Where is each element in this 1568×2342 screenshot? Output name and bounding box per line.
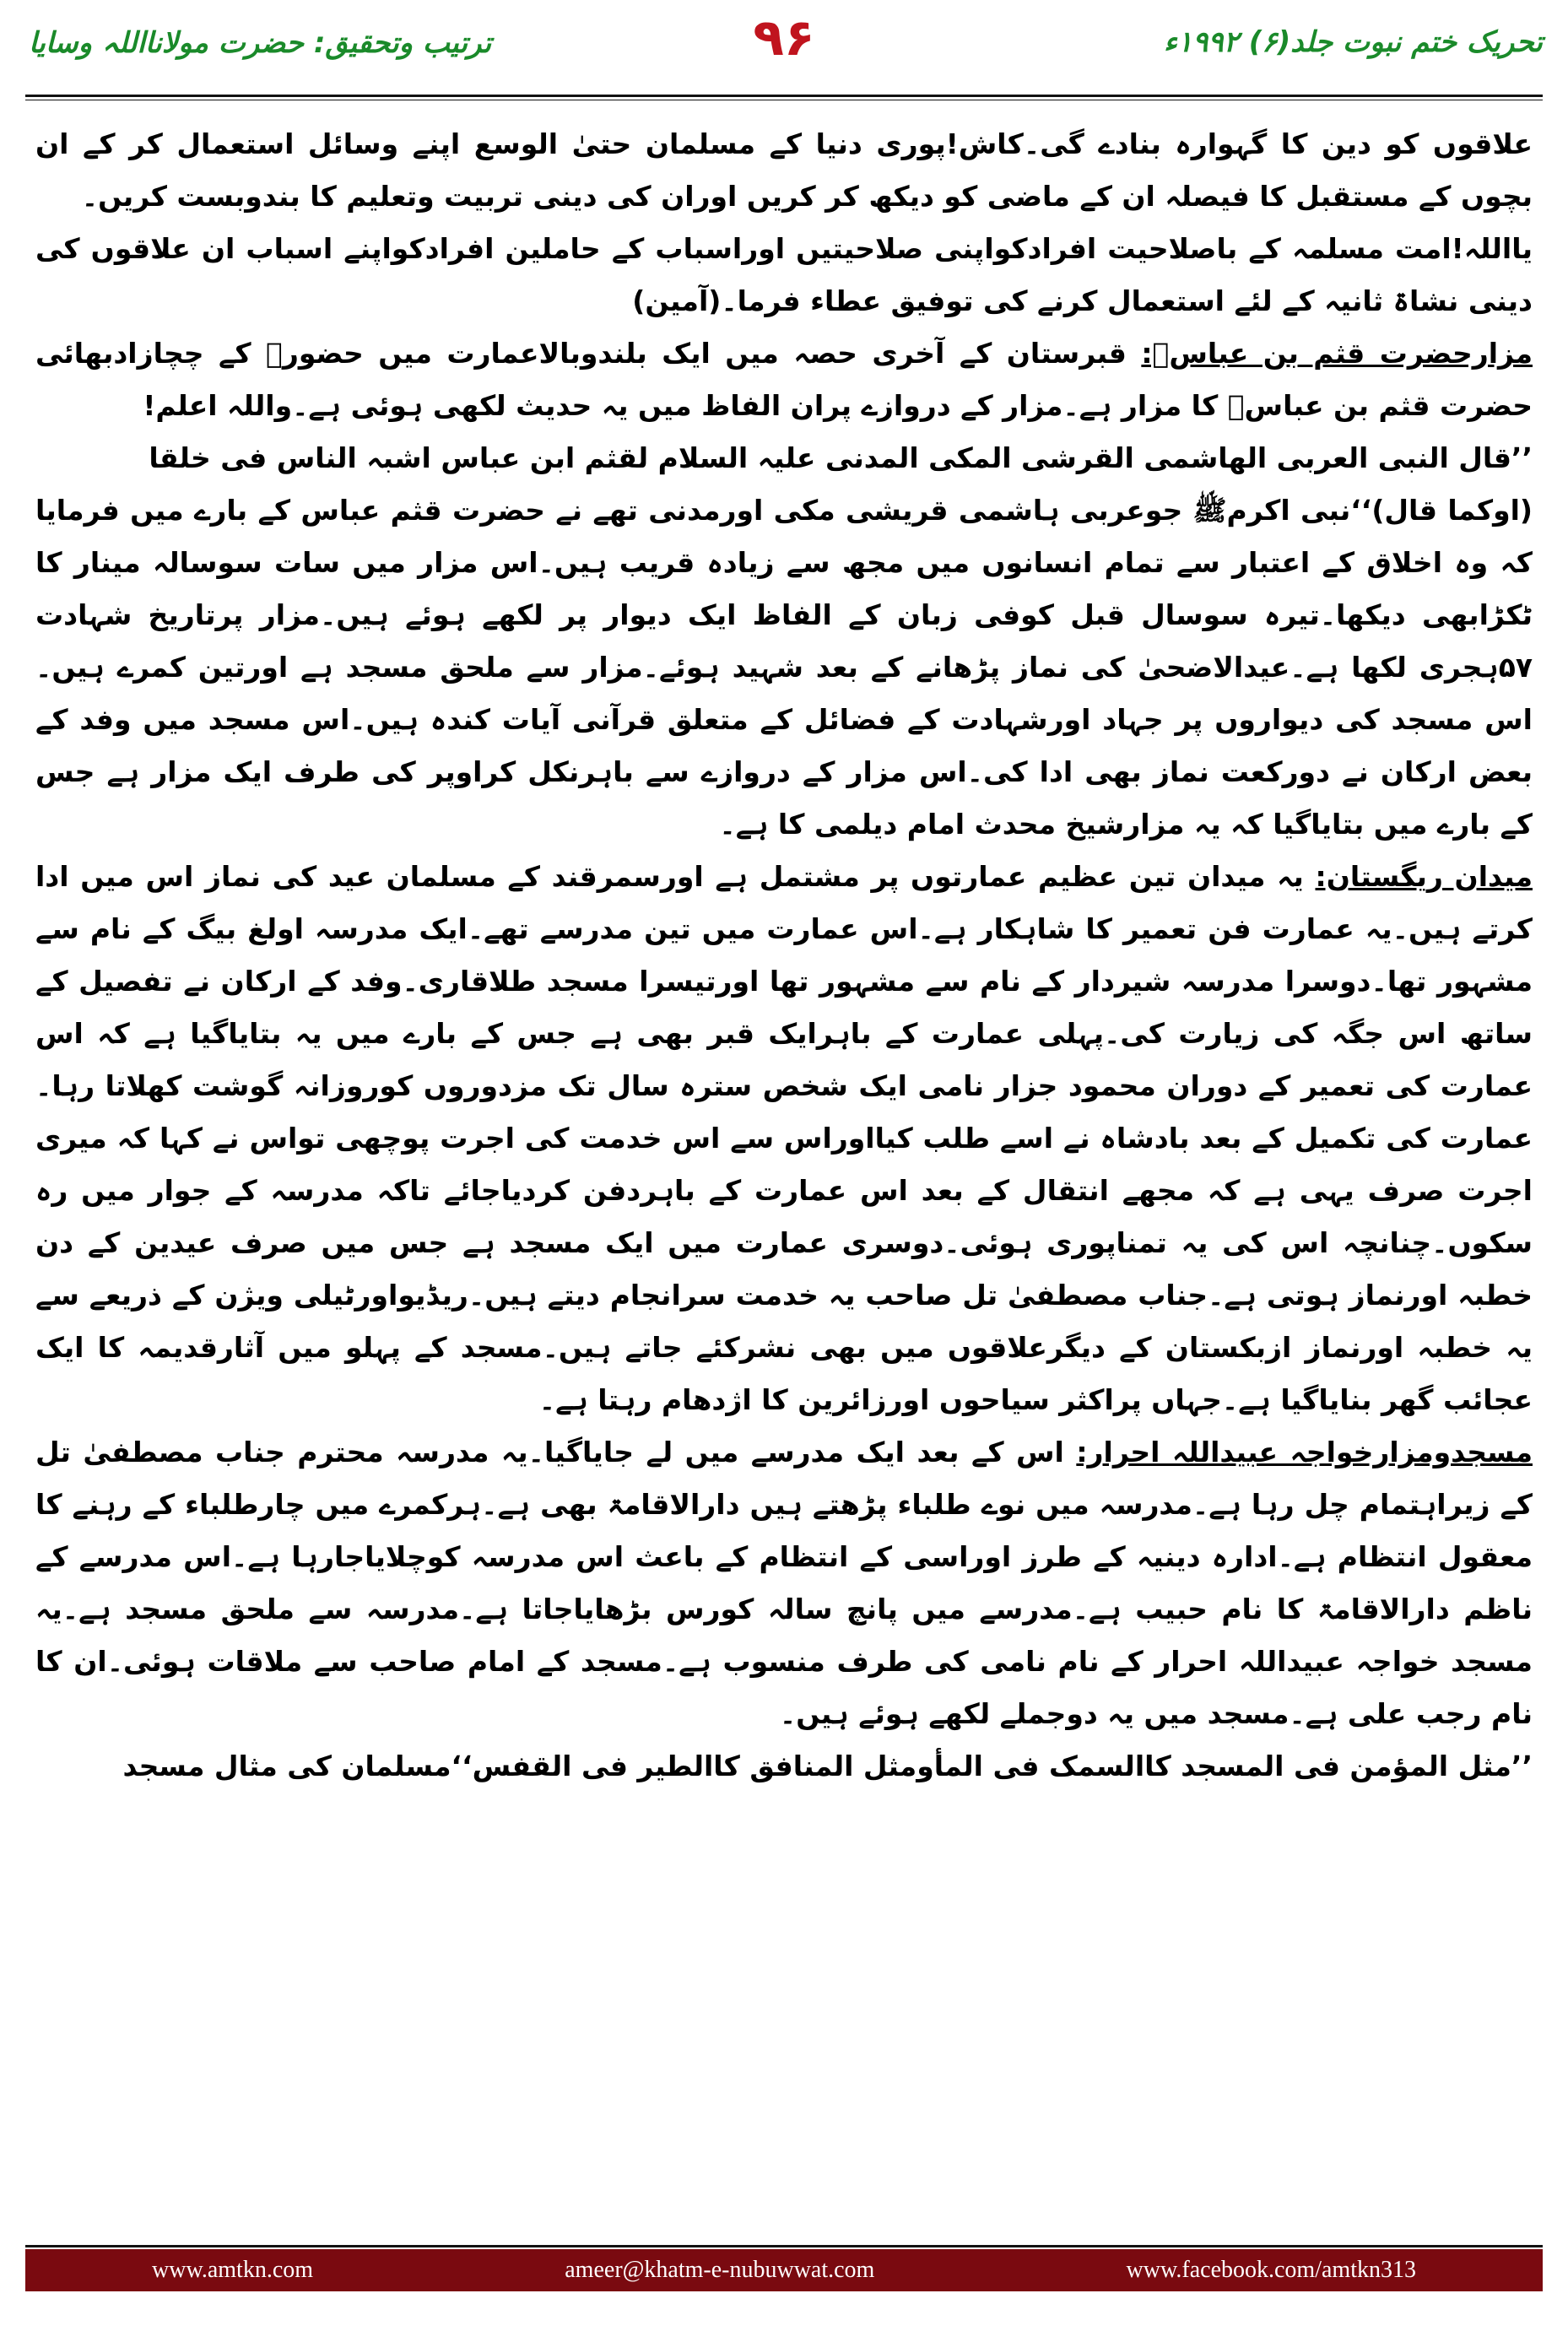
paragraph-qutham-text: قبرستان کے آخری حصہ میں ایک بلندوبالاعمارت میں حضورﷺ کے چچازادبھائی حضرت قثم بن عباسؓ کا مزار ہے۔مزار کے دروازے پران الفاظ میں یہ حدیث لکھی ہوئی ہے۔واللہ اعلم!: [35, 337, 1533, 422]
paragraph-ahrar-text: اس کے بعد ایک مدرسے میں لے جایاگیا۔یہ مدرسہ محترم جناب مصطفیٰ تل کے زیراہتمام چل رہا ہے۔مدرسہ میں نوے طلباء پڑھتے ہیں دارالاقامۃ بھی ہے۔ہرکمرے میں چارطلباء کے رہنے کا معقول انتظام ہے۔ادارہ دینیہ کے طرز اوراسی کے انتظام کے باعث اس مدرسہ کوچلایاجارہا ہے۔اس مدرسے کے ناظم دارالاقامۃ کا نام حبیب ہے۔مدرسے میں پانچ سالہ کورس بڑھایاجاتا ہے۔مدرسہ سے ملحق مسجد ہے۔یہ مسجد خواجہ عبیداللہ احرار کے نام نامی کی طرف منسوب ہے۔مسجد کے امام صاحب سے ملاقات ہوئی۔ان کا نام رجب علی ہے۔مسجد میں یہ دوجملے لکھے ہوئے ہیں۔: [35, 1436, 1533, 1730]
page-body: [35, 118, 1533, 2228]
footer-website-link[interactable]: www.amtkn.com: [152, 2257, 314, 2283]
header-divider: [25, 95, 1543, 97]
section-heading-ahrar-mosque: مسجدومزارخواجہ عبیداللہ احرار:: [1076, 1436, 1533, 1468]
footer-email-link[interactable]: ameer@khatm-e-nubuwwat.com: [565, 2257, 875, 2283]
footer-facebook-link[interactable]: www.facebook.com/amtkn313: [1126, 2257, 1416, 2283]
page-number: ۹۶: [753, 8, 815, 68]
paragraph-qutham-details: (اوکما قال)‘‘نبی اکرمﷺ جوعربی ہاشمی قریشی مکی اورمدنی تھے نے حضرت قثم عباس کے بارے میں فرمایا کہ وہ اخلاق کے اعتبار سے تمام انسانوں میں مجھ سے زیادہ قریب ہیں۔اس مزار میں سات سوسالہ مینار کا ٹکڑابھی دیکھا۔تیرہ سوسال قبل کوفی زبان کے الفاظ ایک دیوار پر لکھے ہوئے ہیں۔مزار پرتاریخ شہادت ۵۷ہجری لکھا ہے۔عیدالاضحیٰ کی نماز پڑھانے کے بعد شہید ہوئے۔مزار سے ملحق مسجد ہے اورتین کمرے ہیں۔اس مسجد کی دیواروں پر جہاد اورشہادت کے فضائل کے متعلق قرآنی آیات کندہ ہیں۔اس مسجد میں وفد کے بعض ارکان نے دورکعت نماز بھی ادا کی۔اس مزار کے دروازے سے باہرنکل کراوپر کی طرف ایک مزار ہے جس کے بارے میں بتایاگیا کہ یہ مزارشیخ محدث امام دیلمی کا ہے۔: [35, 494, 1533, 841]
paragraph-prayer: یااللہ!امت مسلمہ کے باصلاحیت افرادکواپنی صلاحیتیں اوراسباب کے حاملین افرادکواپنے اسباب ان علاقوں کی دینی نشاۃ ثانیہ کے لئے استعمال کرنے کی توفیق عطاء فرما۔(آمین): [35, 232, 1533, 317]
footer-bar: [25, 2249, 1543, 2291]
section-heading-registan: میدان ریگستان:: [1315, 860, 1533, 893]
running-header-compiler: ترتیب وتحقیق: حضرت مولانااللہ وسایا: [29, 26, 492, 60]
paragraph-ahrar: [35, 1426, 1533, 1740]
footer-divider: [25, 2245, 1543, 2247]
section-heading-qutham-shrine: مزارحضرت قثم بن عباسؓ:: [1141, 337, 1533, 370]
paragraph-registan: [35, 851, 1533, 1426]
arabic-mosque-quote: ’’مثل المؤمن فی المسجد کاالسمک فی المأومثل المنافق کاالطیر فی القفس‘‘مسلمان کی مثال مسجد: [122, 1750, 1533, 1782]
paragraph-intro: علاقوں کو دین کا گہوارہ بنادے گی۔کاش!پوری دنیا کے مسلمان حتیٰ الوسع اپنے وسائل استعمال کر کے ان بچوں کے مستقبل کا فیصلہ ان کے ماضی کو دیکھ کر کریں اوران کی دینی تربیت وتعلیم کا بندوبست کریں۔: [35, 127, 1533, 213]
running-header-book-title: تحریک ختم نبوت جلد(۶) ۱۹۹۲ء: [1163, 25, 1543, 59]
paragraph-qutham: [35, 327, 1533, 432]
paragraph-registan-text: یہ میدان تین عظیم عمارتوں پر مشتمل ہے اورسمرقند کے مسلمان عید کی نماز اس میں ادا کرتے ہیں۔یہ عمارت فن تعمیر کا شاہکار ہے۔اس عمارت میں تین مدرسے تھے۔ایک مدرسہ اولغ بیگ کے نام سے مشہور تھا۔دوسرا مدرسہ شیردار کے نام سے مشہور تھا اورتیسرا مسجد طلاقاری۔وفد کے ارکان نے تفصیل کے ساتھ اس جگہ کی زیارت کی۔پہلی عمارت کے باہرایک قبر بھی ہے جس کے بارے میں یہ بتایاگیا ہے کہ اس عمارت کی تعمیر کے دوران محمود جزار نامی ایک شخص سترہ سال تک مزدوروں کوروزانہ گوشت کھلاتا رہا۔عمارت کی تکمیل کے بعد بادشاہ نے اسے طلب کیااوراس سے اس خدمت کی اجرت پوچھی تواس نے کہا کہ میری اجرت صرف یہی ہے کہ مجھے انتقال کے بعد اس عمارت کے باہردفن کردیاجائے تاکہ مدرسہ کے جوار میں رہ سکوں۔چنانچہ اس کی یہ تمناپوری ہوئی۔دوسری عمارت میں ایک مسجد ہے جس میں صرف عیدین کے دن خطبہ اورنماز ہوتی ہے۔جناب مصطفیٰ تل صاحب یہ خدمت سرانجام دیتے ہیں۔ریڈیواورٹیلی ویژن کے ذریعے سے یہ خطبہ اورنماز ازبکستان کے دیگرعلاقوں میں بھی نشرکئے جاتے ہیں۔مسجد کے پہلو میں آثارقدیمہ کا ایک عجائب گھر بنایاگیا ہے۔جہاں پراکثر سیاحوں اورزائرین کا اژدھام رہتا ہے۔: [35, 860, 1533, 1416]
arabic-hadith-quote: ’’قال النبی العربی الھاشمی القرشی المکی المدنی علیہ السلام لقثم ابن عباس اشبہ الناس فی خلقا: [149, 441, 1533, 474]
